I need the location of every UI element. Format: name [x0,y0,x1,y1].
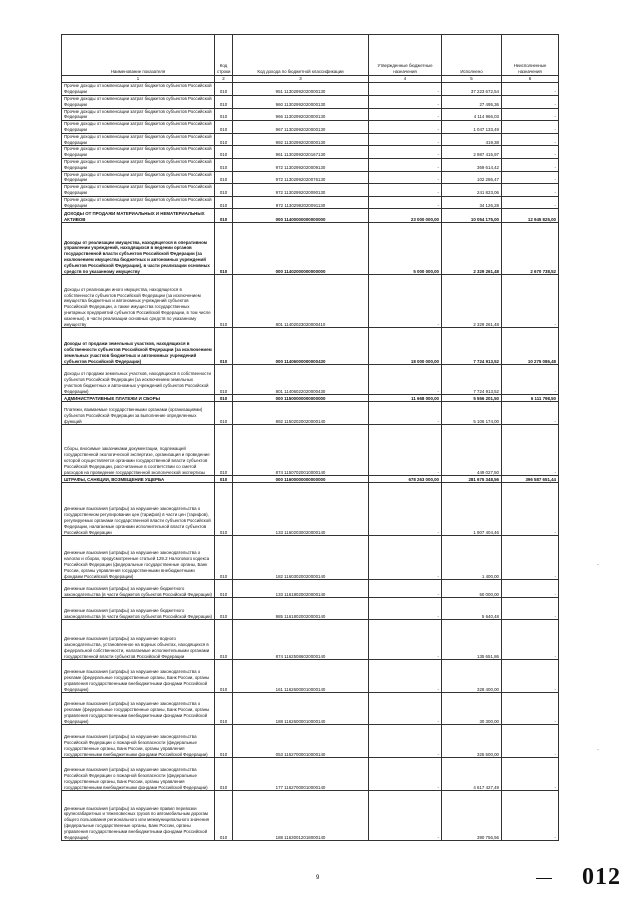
table-row [62,365,559,395]
row-name: Прочие доходы от компенсации затрат бюджетов субъектов Российской Федерации [62,184,215,197]
row-name: Платежи, взимаемые государственными органами (организациями) субъектов Российской Федерации за выполнение определенных функций [62,402,215,425]
table-row [62,328,559,365]
row-name: Денежные взыскания (штрафы) за нарушение водного законодательства, установленное на водных объектах, находящихся в федеральной собственности, налагаемые исполнительными органами государственной власти субъектов Российской Федерации [62,620,215,660]
row-kbk: 972 11302992020009130 [233,158,369,171]
row-name: Денежные взыскания (штрафы) за нарушение законодательства о рекламе (федеральные государственные органы, Банк России, органы управления государственными внебюджетными фондами Российской Федерации) [62,660,215,693]
row-executed: 5 556 201,50 [442,395,502,402]
row-kbk: 874 11625086020000140 [233,620,369,660]
row-name: Доходы от реализации имущества, находящегося в оперативном управлении учреждений, находящихся в ведении органов государственной власти субъектов Российской Федерации (за исключением имущества бюджетных и автономных учреждений субъектов Российской Федерации), в части реализации основных средств по указанному имуществу [62,223,215,275]
row-kbk: 182 11603020020000140 [233,536,369,580]
row-approved: - [369,171,442,184]
row-kbk: 000 11500000000000000 [233,395,369,402]
table-row [62,275,559,328]
row-kbk: 801 11406022020000430 [233,365,369,395]
row-line-code: 010 [215,791,233,841]
row-name: ШТРАФЫ, САНКЦИИ, ВОЗМЕЩЕНИЕ УЩЕРБА [62,476,215,483]
row-kbk: 972 11302992020076130 [233,171,369,184]
income-table [61,34,559,841]
sheet-stamp-number: 012 [582,864,621,890]
row-executed: 4 114 966,03 [442,108,502,121]
row-executed: 1 047 133,49 [442,121,502,134]
row-approved: 18 000 000,00 [369,328,442,365]
row-kbk: 951 11302992020000130 [233,83,369,96]
row-approved: - [369,96,442,109]
row-unexecuted: - [502,108,559,121]
table-row [62,536,559,580]
row-unexecuted: 2 670 738,52 [502,223,559,275]
row-name: Доходы от продажи земельных участков, находящихся в собственности субъектов Российской Федерации (за исключением земельных участков бюджетных и автономных учреждений субъектов Российской Федерации) [62,328,215,365]
row-executed: 102 286,47 [442,171,502,184]
row-line-code: 010 [215,158,233,171]
row-name: Денежные взыскания (штрафы) за нарушение бюджетного законодательства (в части бюджетов субъектов Российской Федерации) [62,598,215,620]
row-kbk: 161 11626000010000140 [233,660,369,693]
row-executed: 369 614,42 [442,158,502,171]
row-executed: 390 756,56 [442,791,502,841]
column-number: 4 [369,76,442,83]
header-kbk: Код дохода по бюджетной классификации [233,35,369,76]
row-line-code: 010 [215,184,233,197]
row-kbk: 801 11402023020000410 [233,275,369,328]
table-row [62,483,559,536]
table-row [62,158,559,171]
row-kbk: 133 11618020020000140 [233,580,369,598]
row-name: Денежные взыскания (штрафы) за нарушение законодательства Российской Федерации о пожарной безопасности (федеральные государственные органы, Банк России, органы управления государственными внебюджетными фондами Российской Федерации) [62,758,215,791]
row-unexecuted: - [502,146,559,159]
row-name: Доходы от продажи земельных участков, находящихся в собственности субъектов Российской Федерации (за исключением земельных участков бюджетных и автономных учреждений субъектов Российской Федерации) [62,365,215,395]
row-kbk: 992 11302992020000130 [233,133,369,146]
row-line-code: 010 [215,476,233,483]
row-name: Прочие доходы от компенсации затрат бюджетов субъектов Российской Федерации [62,146,215,159]
table-row [62,791,559,841]
row-line-code: 010 [215,108,233,121]
row-kbk: 972 11302992020090130 [233,184,369,197]
row-executed: 5 106 174,00 [442,402,502,425]
row-executed: 328 400,00 [442,660,502,693]
row-executed: 10 054 175,00 [442,209,502,223]
row-name: Прочие доходы от компенсации затрат бюджетов субъектов Российской Федерации [62,83,215,96]
row-approved: - [369,146,442,159]
row-unexecuted: - [502,758,559,791]
row-kbk: 000 11406000000000430 [233,328,369,365]
row-name: Денежные взыскания (штрафы) за нарушение законодательства о государственном регулировании цен (тарифов) в части цен (тарифов), регулируемых органами государственной власти субъектов Российской Федерации, налагаемые органами исполнительной власти субъектов Российской Федерации [62,483,215,536]
row-line-code: 010 [215,536,233,580]
row-approved: 23 000 000,00 [369,209,442,223]
row-kbk: 000 11600000000000000 [233,476,369,483]
row-approved: - [369,196,442,209]
row-approved: - [369,365,442,395]
row-name: Доходы от реализации иного имущества, находящегося в собственности субъектов Российской Федерации (за исключением имущества бюджетных и автономных учреждений субъектов Российской Федерации, а также имущества государственных унитарных предприятий субъектов Российской Федерации, в том числе казенных), в части реализации основных средств по указанному имуществу [62,275,215,328]
table-row [62,171,559,184]
row-line-code: 010 [215,121,233,134]
row-unexecuted: - [502,483,559,536]
row-unexecuted: - [502,158,559,171]
table-row [62,209,559,223]
table-row [62,133,559,146]
header-unexecuted: Неисполненные назначения [502,35,559,76]
row-approved: - [369,402,442,425]
row-line-code: 010 [215,395,233,402]
row-line-code: 010 [215,660,233,693]
row-line-code: 010 [215,96,233,109]
row-kbk: 188 11626000010000140 [233,693,369,725]
row-line-code: 010 [215,146,233,159]
row-unexecuted: 10 275 086,48 [502,328,559,365]
row-name: Прочие доходы от компенсации затрат бюджетов субъектов Российской Федерации [62,171,215,184]
row-approved: 678 263 000,00 [369,476,442,483]
row-executed: 2 329 261,48 [442,275,502,328]
row-name: Денежные взыскания (штрафы) за нарушение правил перевозки крупногабаритных и тяжеловесных грузов по автомобильным дорогам общего пользования регионального или межмуниципального значения (федеральные государственные органы, Банк России, органы управления государственными внебюджетными фондами Российской Федерации) [62,791,215,841]
row-approved: - [369,580,442,598]
row-unexecuted: - [502,83,559,96]
row-executed: 4 617 427,49 [442,758,502,791]
row-executed: 7 724 913,52 [442,365,502,395]
row-name: АДМИНИСТРАТИВНЫЕ ПЛАТЕЖИ И СБОРЫ [62,395,215,402]
row-unexecuted: - [502,660,559,693]
header-executed: Исполнено [442,35,502,76]
table-row [62,580,559,598]
page-number: 9 [316,875,320,881]
row-approved: 11 668 000,00 [369,395,442,402]
row-approved: - [369,693,442,725]
table-row [62,758,559,791]
row-line-code: 010 [215,725,233,758]
table-row [62,108,559,121]
row-name: Прочие доходы от компенсации затрат бюджетов субъектов Российской Федерации [62,196,215,209]
table-row [62,196,559,209]
row-kbk: 985 11618020020000140 [233,598,369,620]
row-name: Денежные взыскания (штрафы) за нарушение законодательства Российской Федерации о пожарной безопасности (федеральные государственные органы, Банк России, органы управления государственными внебюджетными фондами Российской Федерации) [62,725,215,758]
row-executed: 135 651,86 [442,620,502,660]
row-kbk: 874 11507020010000140 [233,425,369,476]
row-line-code: 010 [215,693,233,725]
row-line-code: 010 [215,620,233,660]
table-header [62,35,559,76]
row-line-code: 010 [215,209,233,223]
row-unexecuted: - [502,402,559,425]
row-executed: 50 000,00 [442,580,502,598]
report-sheet [61,34,558,841]
row-approved: - [369,158,442,171]
row-kbk: 961 11302992020167130 [233,146,369,159]
row-name: Прочие доходы от компенсации затрат бюджетов субъектов Российской Федерации [62,133,215,146]
row-line-code: 010 [215,365,233,395]
column-number: 3 [233,76,369,83]
row-name: Денежные взыскания (штрафы) за нарушение бюджетного законодательства (в части бюджетов субъектов Российской Федерации) [62,580,215,598]
row-executed: 1 907 404,46 [442,483,502,536]
row-approved: - [369,758,442,791]
row-name: Денежные взыскания (штрафы) за нарушение законодательства о рекламе (федеральные государственные органы, Банк России, органы управления государственными внебюджетными фондами Российской Федерации) [62,693,215,725]
row-unexecuted: - [502,725,559,758]
table-row [62,402,559,425]
row-line-code: 010 [215,196,233,209]
table-body [62,83,559,841]
row-kbk: 967 11302992020000130 [233,121,369,134]
row-line-code: 010 [215,758,233,791]
row-line-code: 010 [215,83,233,96]
row-kbk: 177 11627000010000140 [233,758,369,791]
row-line-code: 010 [215,425,233,476]
row-name: Прочие доходы от компенсации затрат бюджетов субъектов Российской Федерации [62,96,215,109]
row-line-code: 010 [215,133,233,146]
column-number: 6 [502,76,559,83]
table-row [62,121,559,134]
row-unexecuted: - [502,121,559,134]
row-executed: 5 640,48 [442,598,502,620]
row-unexecuted: - [502,365,559,395]
table-row [62,96,559,109]
row-kbk: 188 11630012018000140 [233,791,369,841]
table-row [62,184,559,197]
row-name: ДОХОДЫ ОТ ПРОДАЖИ МАТЕРИАЛЬНЫХ И НЕМАТЕРИАЛЬНЫХ АКТИВОВ [62,209,215,223]
table-row [62,146,559,159]
footer-dash [536,878,552,879]
header-name: Наименование показателя [62,35,215,76]
row-approved: - [369,620,442,660]
row-line-code: 010 [215,223,233,275]
row-line-code: 010 [215,275,233,328]
row-approved: - [369,483,442,536]
row-kbk: 972 11302992020091130 [233,196,369,209]
header-approved: Утвержденные бюджетные назначения [369,35,442,76]
row-executed: 1 400,00 [442,536,502,580]
row-unexecuted: - [502,133,559,146]
column-numbers [62,76,559,83]
row-approved: - [369,184,442,197]
row-approved: - [369,791,442,841]
row-executed: 325 500,00 [442,725,502,758]
row-name: Прочие доходы от компенсации затрат бюджетов субъектов Российской Федерации [62,108,215,121]
row-unexecuted: - [502,275,559,328]
row-unexecuted: - [502,184,559,197]
row-executed: 241 823,06 [442,184,502,197]
column-number: 5 [442,76,502,83]
row-approved: - [369,133,442,146]
table-row [62,693,559,725]
header-line-code: Код строки [215,35,233,76]
row-kbk: 133 11602030020000140 [233,483,369,536]
row-approved: - [369,598,442,620]
row-executed: 27 495,36 [442,96,502,109]
row-unexecuted: - [502,536,559,580]
row-approved: - [369,536,442,580]
row-unexecuted: - [502,791,559,841]
row-unexecuted: - [502,580,559,598]
row-unexecuted: - [502,171,559,184]
table-row [62,660,559,693]
row-unexecuted: - [502,693,559,725]
table-row [62,476,559,483]
row-approved: - [369,660,442,693]
row-executed: 7 724 913,52 [442,328,502,365]
column-number: 2 [215,76,233,83]
row-approved: - [369,121,442,134]
row-line-code: 010 [215,328,233,365]
row-line-code: 010 [215,171,233,184]
row-unexecuted: - [502,598,559,620]
row-unexecuted: 396 587 651,44 [502,476,559,483]
row-unexecuted: - [502,96,559,109]
row-unexecuted: - [502,196,559,209]
row-approved: 5 000 000,00 [369,223,442,275]
row-kbk: 966 11302992020000130 [233,108,369,121]
row-executed: 30 300,00 [442,693,502,725]
row-approved: - [369,275,442,328]
row-name: Прочие доходы от компенсации затрат бюджетов субъектов Российской Федерации [62,121,215,134]
row-unexecuted: 12 945 825,00 [502,209,559,223]
row-line-code: 010 [215,598,233,620]
row-approved: - [369,83,442,96]
table-row [62,725,559,758]
margin-dot: . [597,745,599,752]
row-kbk: 053 11627000010000140 [233,725,369,758]
table-row [62,620,559,660]
row-unexecuted: - [502,425,559,476]
row-executed: 2 987 415,97 [442,146,502,159]
row-kbk: 000 11400000000000000 [233,209,369,223]
row-line-code: 010 [215,483,233,536]
row-executed: 419,38 [442,133,502,146]
table-row [62,425,559,476]
margin-dot: . [597,560,599,567]
row-kbk: 960 11302992020000130 [233,96,369,109]
column-number: 1 [62,76,215,83]
row-executed: 2 329 261,48 [442,223,502,275]
row-approved: - [369,108,442,121]
row-line-code: 010 [215,402,233,425]
row-name: Денежные взыскания (штрафы) за нарушение законодательства о налогах и сборах, предусмотренные статьей 129.2 Налогового кодекса Российской Федерации (федеральные государственные органы, Банк России, органы управления государственными внебюджетными фондами Российской Федерации) [62,536,215,580]
table-row [62,598,559,620]
row-executed: 34 126,28 [442,196,502,209]
row-name: Прочие доходы от компенсации затрат бюджетов субъектов Российской Федерации [62,158,215,171]
table-row [62,223,559,275]
row-unexecuted: - [502,620,559,660]
row-line-code: 010 [215,580,233,598]
row-kbk: 892 11502020020000140 [233,402,369,425]
row-name: Сборы, вносимые заказчиками документации, подлежащей государственной экологической экспертизе, организация и проведение которой осуществляется органами государственной власти субъектов Российской Федерации, рассчитанные в соответствии со сметой расходов на проведение государственной экологической экспертизы [62,425,215,476]
row-executed: 449 027,50 [442,425,502,476]
table-row [62,83,559,96]
row-executed: 281 675 348,56 [442,476,502,483]
table-row [62,395,559,402]
row-kbk: 000 11402000000000000 [233,223,369,275]
row-executed: 37 223 672,54 [442,83,502,96]
row-approved: - [369,425,442,476]
row-unexecuted: 6 111 798,50 [502,395,559,402]
row-approved: - [369,725,442,758]
